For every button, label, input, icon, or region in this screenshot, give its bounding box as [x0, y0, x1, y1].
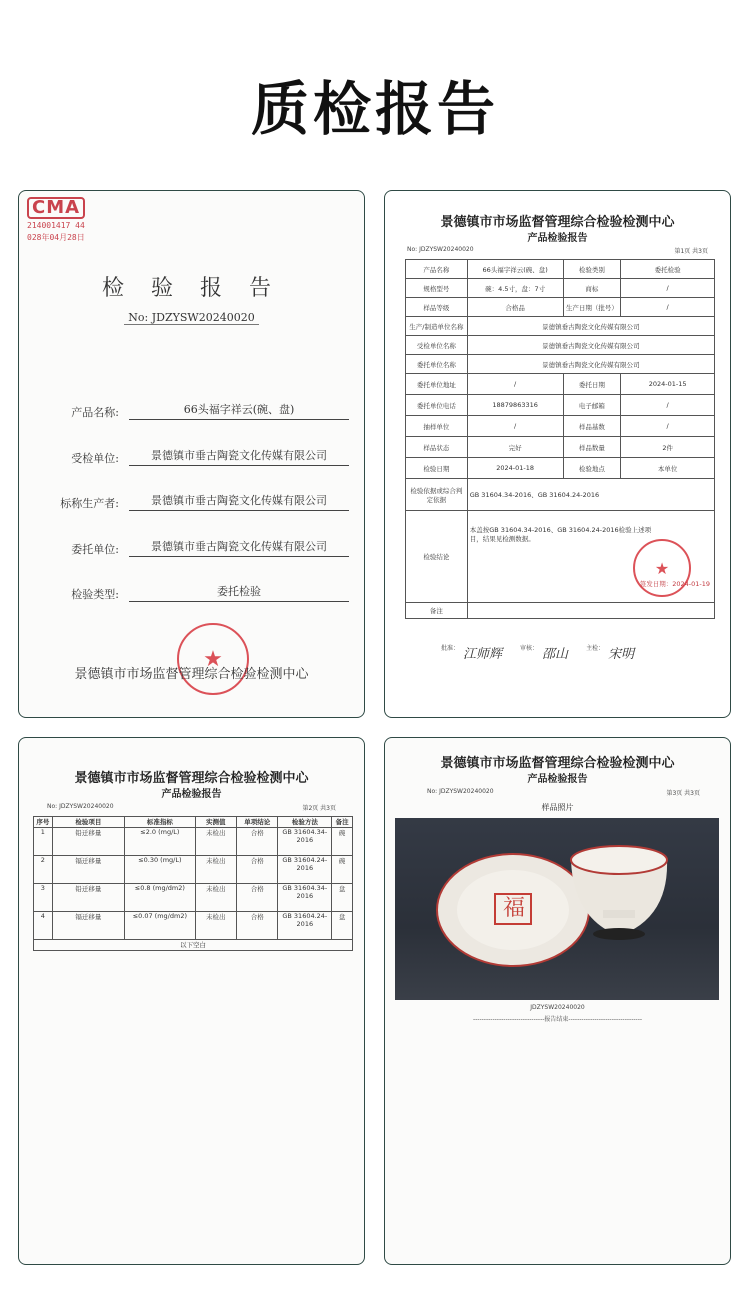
- test-items-table: 序号 检验项目 标准指标 实测值 单项结论 检验方法 备注 1 铅迁移量 ≤2.0 (mg/L) 未检出 合格 GB 31604.34-2016 碗 2 镉迁移量 ≤0.30 (mg/L) 未检出 合格 GB 31604.24-2016 碗 3 铅迁移量 ≤0.8 (mg/dm2) 未检出 合格 GB 31604.34-2016 盘 4 镉迁移量 ≤0.07 (mg/dm2) 未检出 合格 GB 31604.24-2016 盘 以下空白: [33, 816, 353, 951]
- report-page-3-card[interactable]: [384, 737, 731, 1265]
- report-subtitle: 产品检验报告: [161, 789, 222, 800]
- plate-fu-character: 福: [502, 896, 525, 921]
- page-indicator: 第2页 共3页: [302, 805, 336, 812]
- cma-logo: CMA: [27, 197, 89, 219]
- sample-photo: [395, 818, 719, 1000]
- report-number: No: JDZYSW20240020: [407, 246, 474, 253]
- report-org-title: 景德镇市市场监督管理综合检验检测中心: [440, 215, 675, 230]
- table-row: 1 铅迁移量 ≤2.0 (mg/L) 未检出 合格 GB 31604.34-2016 碗: [34, 828, 353, 856]
- report-number: No: JDZYSW20240020: [427, 788, 494, 795]
- cma-date: 028年04月28日: [27, 233, 85, 242]
- photo-caption: JDZYSW20240020: [530, 1004, 585, 1011]
- cma-number: 214001417 44: [27, 221, 85, 230]
- cover-field-inspection-type: 检验类型: 委托检验: [49, 583, 349, 602]
- report-end: ---------------------------------报告结束----------------------------------: [472, 1016, 643, 1023]
- table-row: 4 镉迁移量 ≤0.07 (mg/dm2) 未检出 合格 GB 31604.24-2016 盘: [34, 912, 353, 940]
- cover-field-product: 产品名称: 66头福字祥云(碗、盘): [49, 401, 349, 420]
- cover-field-client: 委托单位: 景德镇市垂古陶瓷文化传媒有限公司: [49, 538, 349, 557]
- official-seal-icon: ★: [177, 623, 249, 695]
- report-page-2-card[interactable]: [18, 737, 365, 1265]
- page-indicator: 第3页 共3页: [666, 790, 700, 797]
- cover-field-producer: 标称生产者: 景德镇市垂古陶瓷文化传媒有限公司: [49, 492, 349, 511]
- report-org-title: 景德镇市市场监督管理综合检验检测中心: [440, 756, 675, 771]
- report-cover-card[interactable]: [18, 190, 365, 718]
- page-indicator: 第1页 共3页: [674, 248, 708, 255]
- cover-field-inspected-unit: 受检单位: 景德镇市垂古陶瓷文化传媒有限公司: [49, 447, 349, 466]
- cover-title: 检 验 报 告: [102, 276, 281, 301]
- page-title: 质检报告: [250, 75, 499, 143]
- report-number: No: JDZYSW20240020: [47, 803, 114, 810]
- cma-mark: [27, 197, 89, 243]
- report-subtitle: 产品检验报告: [527, 233, 588, 244]
- cover-organization: 景德镇市市场监督管理综合检验检测中心: [74, 667, 309, 682]
- table-row: 3 铅迁移量 ≤0.8 (mg/dm2) 未检出 合格 GB 31604.34-2016 盘: [34, 884, 353, 912]
- cover-report-number: No: JDZYSW20240020: [19, 311, 364, 324]
- signature-row: 批准： 江师辉 审核： 邵山 主检： 宋明: [441, 645, 635, 662]
- inspection-seal-icon: ★: [633, 539, 691, 597]
- report-page-1-card[interactable]: [384, 190, 731, 718]
- photo-label: 样品照片: [541, 803, 574, 812]
- table-row: 2 镉迁移量 ≤0.30 (mg/L) 未检出 合格 GB 31604.24-2016 碗: [34, 856, 353, 884]
- sample-photo-image: [395, 818, 719, 1000]
- report-subtitle: 产品检验报告: [527, 774, 588, 785]
- info-table: 产品名称 66头福字祥云(碗、盘) 检验类别 委托检验 规格型号 碗：4.5寸，盘：7寸 商标 / 样品等级 合格品 生产日期（批号） / 生产/制造单位名称 景德镇垂古陶瓷文化传媒有限公司 受检单位名称 景德镇垂古陶瓷文化传媒有限公司 委托单位名称 景德镇垂古陶瓷文化传媒有限公司 委托单位地址 / 委托日期 2024-01-15 委托单位电话 18879863316 电子邮箱 / 抽样单位 / 样品基数 / 样品状态 完好 样品数量 2件 检验日期 2024-01-18 检验地点 本单位 检验依据或综合判定依据 GB 31604.34-2016、GB 31604.24-2016 检验结论 本盖按GB 31604.34-2016、GB 31604.24-2016检验上述项目，结果见检测数据。 签发日期：2024-01-19 备注: [405, 259, 715, 619]
- report-org-title: 景德镇市市场监督管理综合检验检测中心: [74, 771, 309, 786]
